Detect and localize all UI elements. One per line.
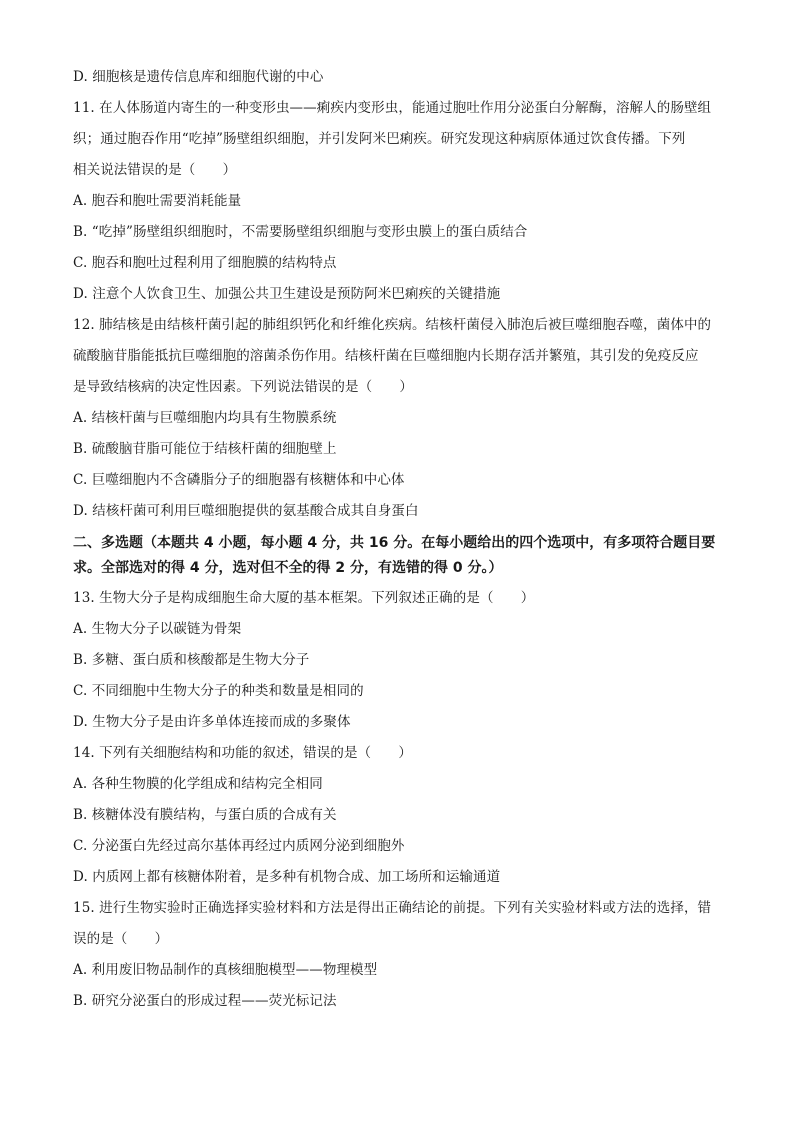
q13-option-a: A. 生物大分子以碳链为骨架 — [73, 621, 242, 637]
exam-page — [73, 62, 723, 1017]
q13-option-b: B. 多糖、蛋白质和核酸都是生物大分子 — [73, 652, 310, 668]
q10-option-d: D. 细胞核是遗传信息库和细胞代谢的中心 — [73, 69, 324, 85]
q11-option-d: D. 注意个人饮食卫生、加强公共卫生建设是预防阿米巴痢疾的关键措施 — [73, 286, 501, 302]
q11-stem-line1: 11. 在人体肠道内寄生的一种变形虫——痢疾内变形虫，能通过胞吐作用分泌蛋白分解酶，溶解人的肠壁组 — [73, 100, 712, 116]
q12-option-a: A. 结核杆菌与巨噬细胞内均具有生物膜系统 — [73, 410, 337, 426]
q15-option-a: A. 利用废旧物品制作的真核细胞模型——物理模型 — [73, 962, 378, 978]
q15-option-b: B. 研究分泌蛋白的形成过程——荧光标记法 — [73, 993, 337, 1009]
q14-option-a: A. 各种生物膜的化学组成和结构完全相同 — [73, 776, 323, 792]
q13-stem: 13. 生物大分子是构成细胞生命大厦的基本框架。下列叙述正确的是（ ） — [73, 590, 535, 606]
q12-option-b: B. 硫酸脑苷脂可能位于结核杆菌的细胞壁上 — [73, 441, 337, 457]
q12-stem-line3: 是导致结核病的决定性因素。下列说法错误的是（ ） — [73, 379, 413, 395]
q12-stem-line1: 12. 肺结核是由结核杆菌引起的肺组织钙化和纤维化疾病。结核杆菌侵入肺泡后被巨噬细胞吞噬，菌体中的 — [73, 317, 712, 333]
q14-stem: 14. 下列有关细胞结构和功能的叙述，错误的是（ ） — [73, 745, 412, 761]
q13-option-c: C. 不同细胞中生物大分子的种类和数量是相同的 — [73, 683, 364, 699]
q15-stem-line2: 误的是（ ） — [73, 931, 169, 947]
q12-option-d: D. 结核杆菌可利用巨噬细胞提供的氨基酸合成其自身蛋白 — [73, 503, 419, 519]
q12-option-c: C. 巨噬细胞内不含磷脂分子的细胞器有核糖体和中心体 — [73, 472, 405, 488]
q15-stem-line1: 15. 进行生物实验时正确选择实验材料和方法是得出正确结论的前提。下列有关实验材料或方法的选择，错 — [73, 900, 712, 916]
q11-option-c: C. 胞吞和胞吐过程利用了细胞膜的结构特点 — [73, 255, 337, 271]
q13-option-d: D. 生物大分子是由许多单体连接而成的多聚体 — [73, 714, 351, 730]
q14-option-c: C. 分泌蛋白先经过高尔基体再经过内质网分泌到细胞外 — [73, 838, 405, 854]
q11-stem-line3: 相关说法错误的是（ ） — [73, 162, 237, 178]
q14-option-b: B. 核糖体没有膜结构，与蛋白质的合成有关 — [73, 807, 337, 823]
q11-option-b: B. “吃掉”肠壁组织细胞时，不需要肠壁组织细胞与变形虫膜上的蛋白质结合 — [73, 224, 528, 240]
q11-stem-line2: 织；通过胞吞作用“吃掉”肠壁组织细胞，并引发阿米巴痢疾。研究发现这种病原体通过饮食传播。下列 — [73, 131, 686, 147]
section-heading-multiple-choice: 二、多选题（本题共 4 小题，每小题 4 分，共 16 分。在每小题给出的四个选项中，有多项符合题目要求。全部选对的得 4 分，选对但不全的得 2 分，有选错的得 0 分。） — [73, 535, 716, 576]
q12-stem-line2: 硫酸脑苷脂能抵抗巨噬细胞的溶菌杀伤作用。结核杆菌在巨噬细胞内长期存活并繁殖，其引发的免疫反应 — [73, 348, 699, 364]
q14-option-d: D. 内质网上都有核糖体附着，是多种有机物合成、加工场所和运输通道 — [73, 869, 501, 885]
q11-option-a: A. 胞吞和胞吐需要消耗能量 — [73, 193, 242, 209]
